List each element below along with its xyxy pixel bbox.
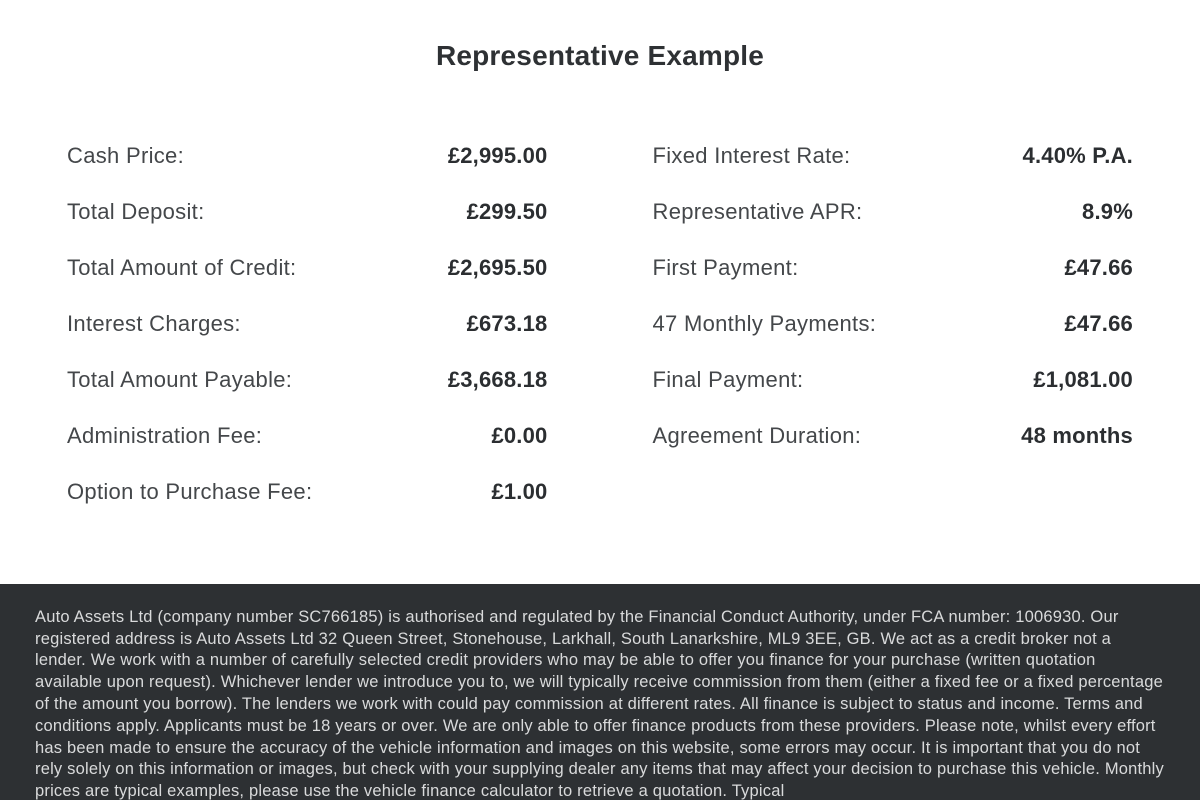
finance-value: £299.50 bbox=[466, 199, 548, 224]
finance-label: Interest Charges: bbox=[67, 311, 241, 336]
finance-value: 8.9% bbox=[1082, 199, 1133, 224]
finance-label: Final Payment: bbox=[652, 367, 804, 392]
finance-label: Total Amount of Credit: bbox=[67, 255, 297, 280]
legal-disclaimer-text: Auto Assets Ltd (company number SC766185) is authorised and regulated by the Financial Conduct Authority, under FCA number: 1006930. Our registered address is Auto Assets Ltd 32 Queen Street, Stonehouse, Larkhall, South Lanarkshire, ML9 3EE, GB. We act as a credit broker not a lender. We work with a number of carefully selected credit providers who may be able to offer you finance for your purchase (written quotation available upon request). Whichever lender we introduce you to, we will typically receive commission from them (either a fixed fee or a fixed percentage of the amount you borrow). The lenders we work with could pay commission at different rates. All finance is subject to status and income. Terms and conditions apply. Applicants must be 18 years or over. We are only able to offer finance products from these providers. Please note, whilst every effort has been made to ensure the accuracy of the vehicle information and images on this website, some errors may occur. It is important that you do not rely solely on this information or images, but check with your supplying dealer any items that may affect your decision to purchase this vehicle. Monthly prices are typical examples, please use the vehicle finance calculator to retrieve a quotation. Typical bbox=[35, 607, 1164, 800]
finance-label: Administration Fee: bbox=[67, 423, 263, 448]
finance-label: Total Deposit: bbox=[67, 199, 205, 224]
finance-value: £47.66 bbox=[1064, 255, 1133, 280]
finance-row-monthly-payments bbox=[653, 296, 1134, 352]
finance-label: Representative APR: bbox=[652, 199, 863, 224]
finance-row-total-deposit bbox=[67, 184, 548, 240]
legal-footer bbox=[0, 584, 1200, 800]
finance-label: Option to Purchase Fee: bbox=[67, 479, 313, 504]
finance-value: £0.00 bbox=[491, 423, 548, 448]
finance-value: 48 months bbox=[1021, 423, 1133, 448]
finance-label: First Payment: bbox=[652, 255, 799, 280]
finance-column-right bbox=[653, 128, 1134, 520]
finance-value: 4.40% P.A. bbox=[1022, 143, 1133, 168]
finance-row-option-to-purchase-fee bbox=[67, 464, 548, 520]
finance-value: £2,995.00 bbox=[447, 143, 548, 168]
finance-column-left bbox=[67, 128, 548, 520]
finance-summary-grid bbox=[0, 128, 1200, 520]
finance-value: £3,668.18 bbox=[447, 367, 548, 392]
finance-value: £47.66 bbox=[1064, 311, 1133, 336]
finance-row-fixed-interest-rate bbox=[653, 128, 1134, 184]
finance-label: Cash Price: bbox=[67, 143, 185, 168]
finance-row-administration-fee bbox=[67, 408, 548, 464]
finance-label: Fixed Interest Rate: bbox=[652, 143, 851, 168]
finance-row-representative-apr bbox=[653, 184, 1134, 240]
finance-label: 47 Monthly Payments: bbox=[652, 311, 877, 336]
finance-row-final-payment bbox=[653, 352, 1134, 408]
finance-value: £1.00 bbox=[491, 479, 548, 504]
finance-row-agreement-duration bbox=[653, 408, 1134, 464]
finance-label: Total Amount Payable: bbox=[67, 367, 293, 392]
finance-value: £673.18 bbox=[466, 311, 548, 336]
finance-row-total-amount-of-credit bbox=[67, 240, 548, 296]
finance-label: Agreement Duration: bbox=[652, 423, 862, 448]
finance-row-interest-charges bbox=[67, 296, 548, 352]
finance-row-first-payment bbox=[653, 240, 1134, 296]
finance-value: £2,695.50 bbox=[447, 255, 548, 280]
finance-row-total-amount-payable bbox=[67, 352, 548, 408]
page-title: Representative Example bbox=[435, 40, 765, 71]
finance-row-cash-price bbox=[67, 128, 548, 184]
finance-value: £1,081.00 bbox=[1033, 367, 1133, 392]
